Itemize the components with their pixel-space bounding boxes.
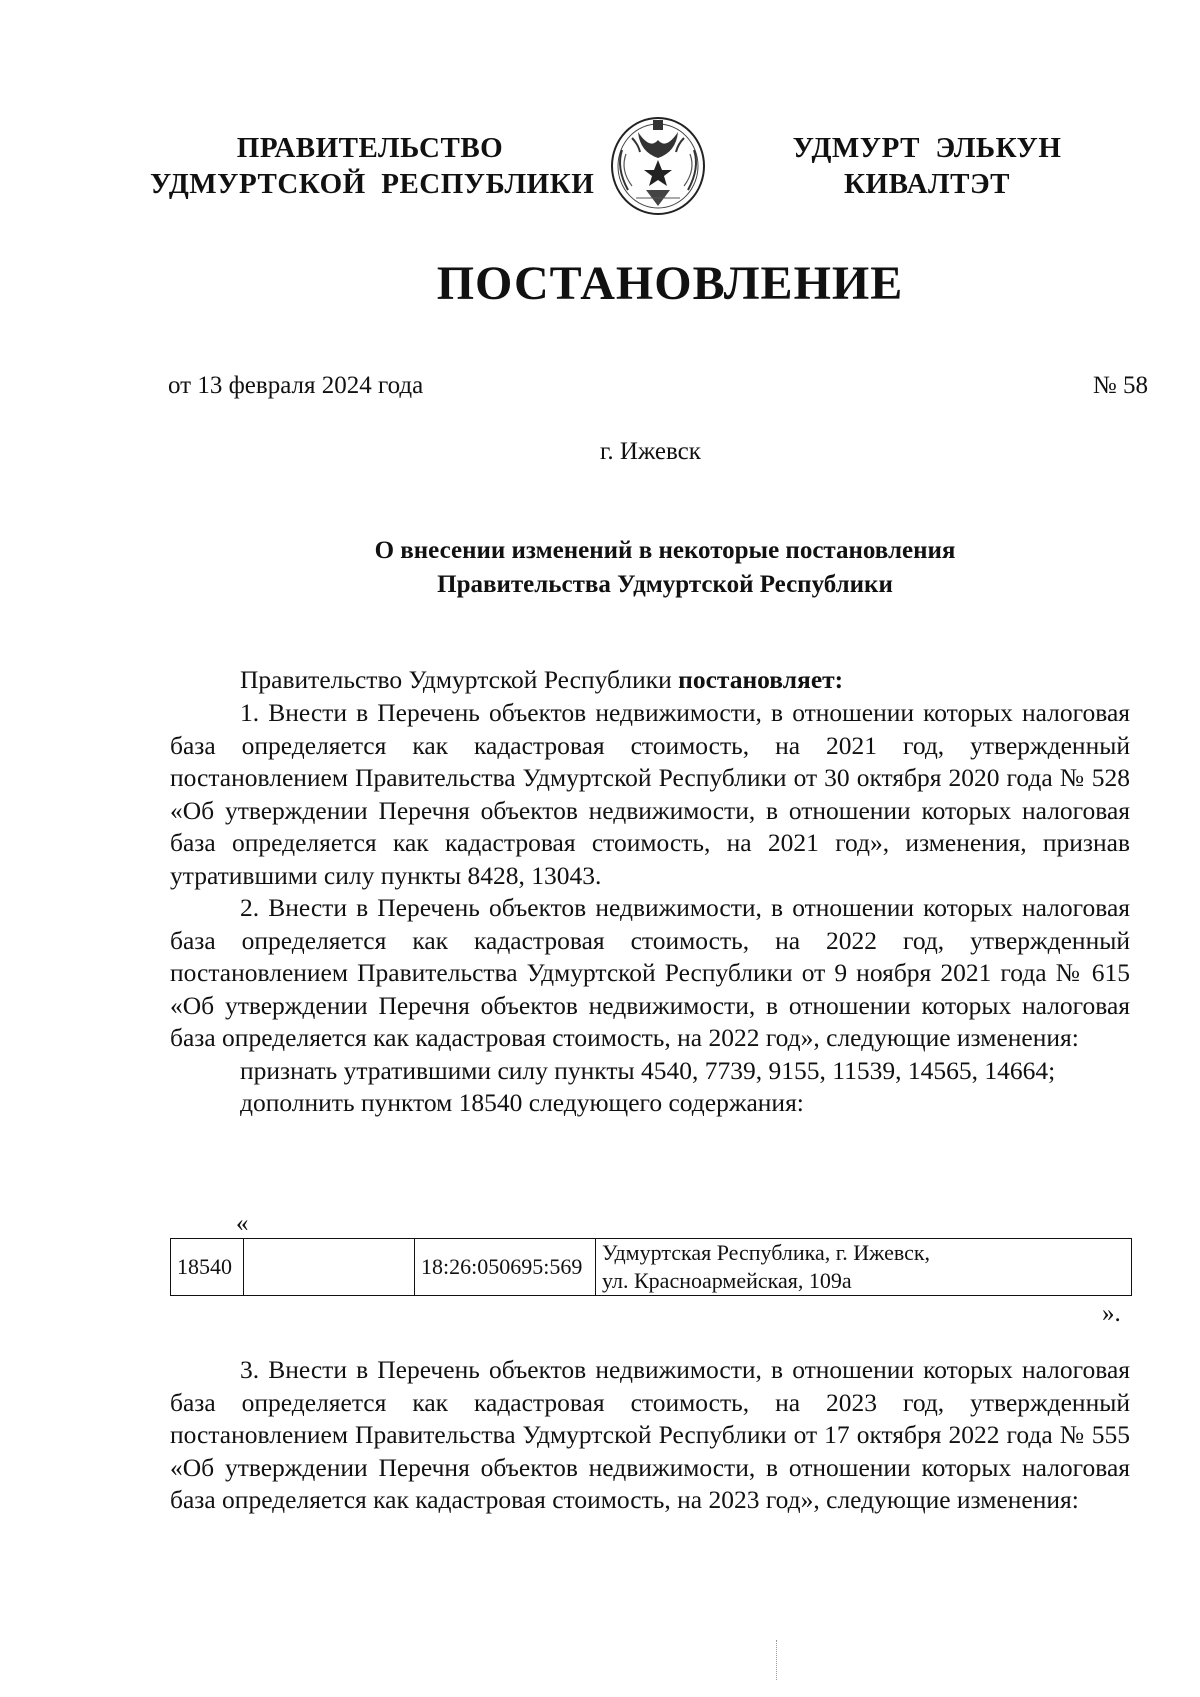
table-cell-cadastral: 18:26:050695:569 — [415, 1239, 596, 1296]
table-cell-number: 18540 — [171, 1239, 244, 1296]
preamble — [170, 664, 1130, 697]
header-left-line1: ПРАВИТЕЛЬСТВО — [236, 132, 504, 164]
header-left-line2: УДМУРТСКОЙ РЕСПУБЛИКИ — [150, 168, 595, 200]
preamble-bold: постановляет: — [678, 665, 844, 694]
paragraph-3: 3. Внести в Перечень объектов недвижимости, в отношении которых налоговая база определяется как кадастровая стоимость, на 2023 год, утвержденный постановлением Правительства Удмуртской Республики от 17 октября 2022 года № 555 «Об утверждении Перечня объектов недвижимости, в отношении которых налоговая база определяется как кадастровая стоимость, на 2023 год», следующие изменения: — [170, 1355, 1130, 1514]
header-right-line2: КИВАЛТЭТ — [843, 168, 1010, 200]
table-cell-empty — [244, 1239, 415, 1296]
paragraph-2: 2. Внести в Перечень объектов недвижимости, в отношении которых налоговая база определяется как кадастровая стоимость, на 2022 год, утвержденный постановлением Правительства Удмуртской Республики от 9 ноября 2021 года № 615 «Об утверждении Перечня объектов недвижимости, в отношении которых налоговая база определяется как кадастровая стоимость, на 2022 год», следующие изменения: — [170, 893, 1130, 1052]
amendment-table — [170, 1238, 1132, 1296]
udmurt-coat-of-arms-icon — [606, 110, 710, 218]
body-paragraphs — [170, 697, 1130, 1120]
paragraph-1: 1. Внести в Перечень объектов недвижимости, в отношении которых налоговая база определяется как кадастровая стоимость, на 2021 год, утвержденный постановлением Правительства Удмуртской Республики от 30 октября 2020 года № 528 «Об утверждении Перечня объектов недвижимости, в отношении которых налоговая база определяется как кадастровая стоимость, на 2021 год», изменения, признав утратившими силу пункты 8428, 13043. — [170, 698, 1130, 890]
paragraph-2-item-1: признать утратившими силу пункты 4540, 7739, 9155, 11539, 14565, 14664; — [240, 1055, 1056, 1085]
paragraph-3-block — [170, 1354, 1130, 1517]
document-number: № 58 — [1092, 372, 1148, 399]
quote-open: « — [236, 1210, 249, 1237]
quote-close: ». — [1102, 1300, 1121, 1327]
document-title: ПОСТАНОВЛЕНИЕ — [436, 257, 904, 310]
document-subject — [0, 534, 1200, 602]
address-line1: Удмуртская Республика, г. Ижевск, — [602, 1240, 931, 1265]
header-right — [782, 130, 1072, 202]
preamble-text: Правительство Удмуртской Республики — [240, 665, 679, 694]
header-left — [150, 130, 595, 202]
document-date: от 13 февраля 2024 года — [168, 372, 424, 399]
table-cell-address — [596, 1239, 1132, 1296]
paragraph-2-item-2: дополнить пунктом 18540 следующего содержания: — [240, 1088, 804, 1117]
subject-line1: О внесении изменений в некоторые постановления — [374, 537, 956, 564]
header-right-line1: УДМУРТ ЭЛЬКУН — [792, 132, 1062, 164]
subject-line2: Правительства Удмуртской Республики — [437, 571, 893, 598]
address-line2: ул. Красноармейская, 109а — [602, 1268, 852, 1293]
table-row — [171, 1239, 1132, 1296]
page-divider-mark — [776, 1640, 778, 1680]
document-city: г. Ижевск — [600, 438, 701, 465]
